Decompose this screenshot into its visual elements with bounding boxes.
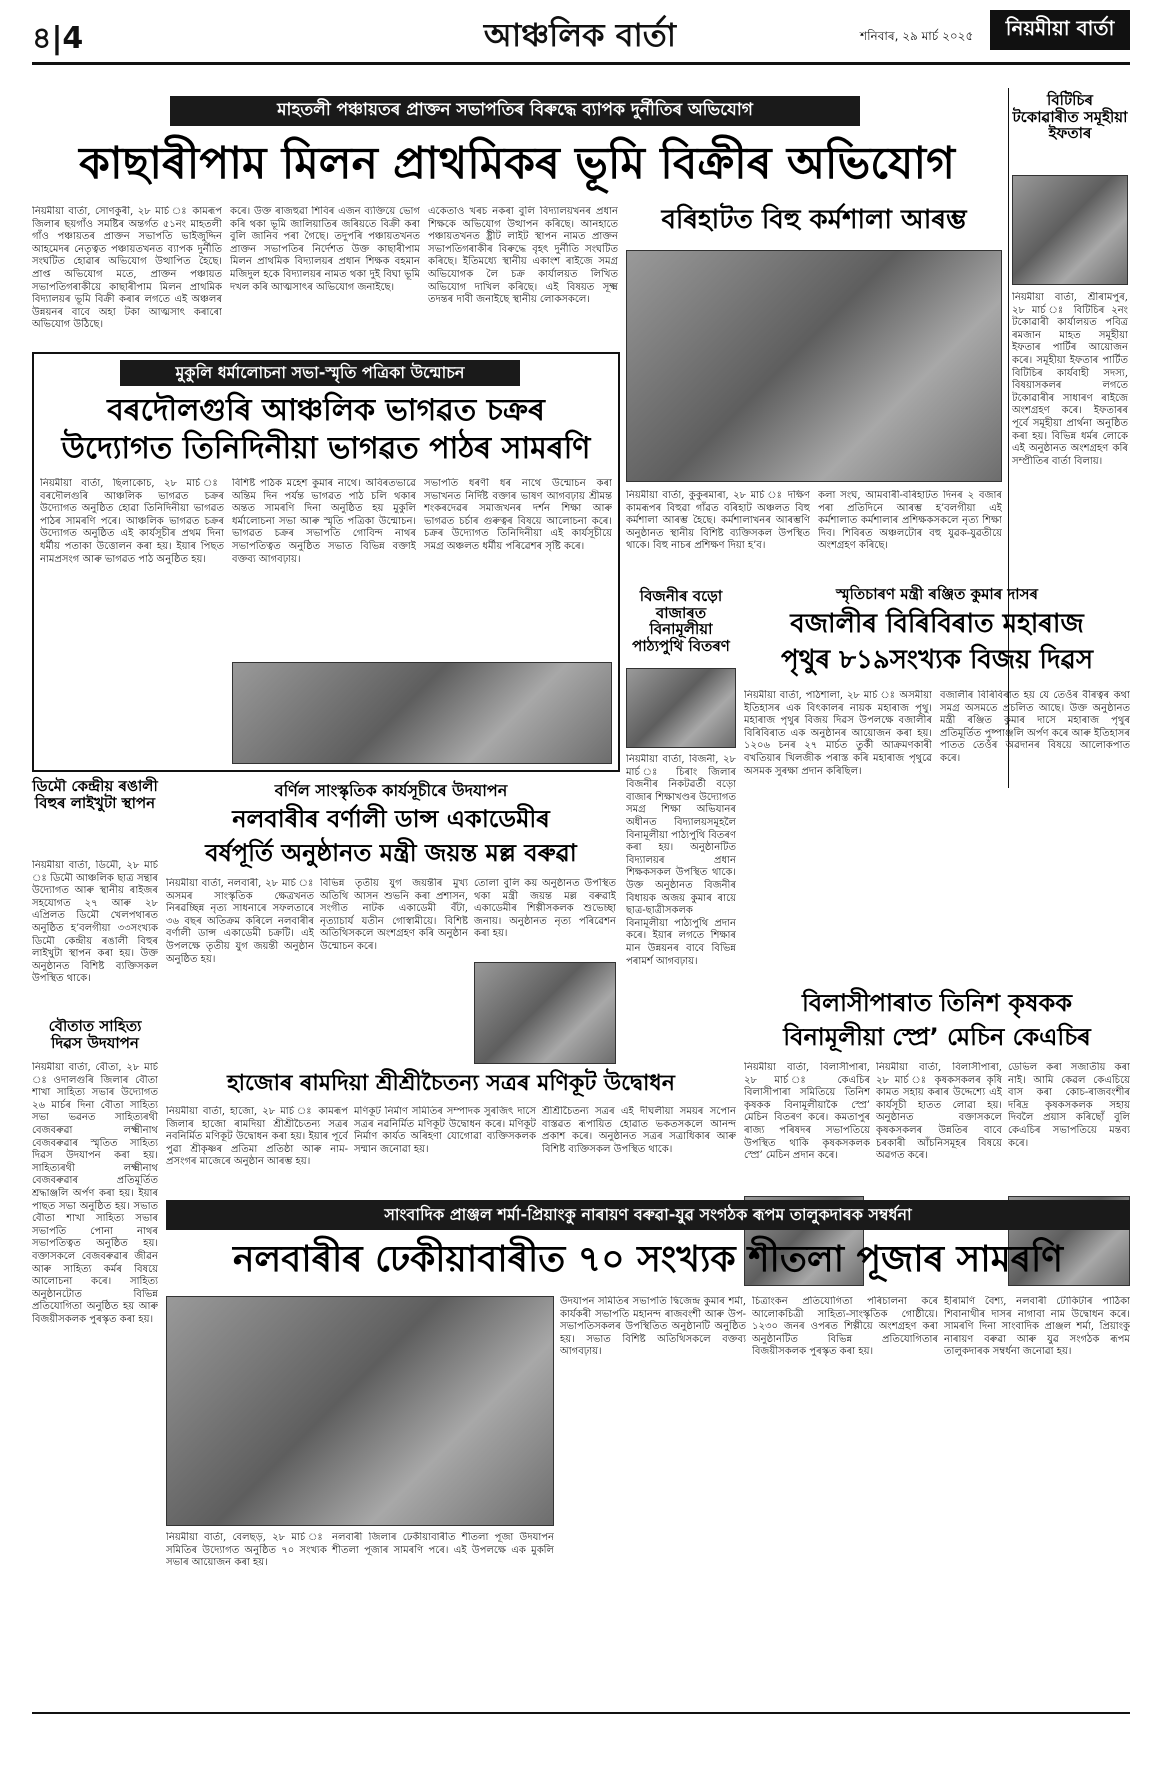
dance-kicker: বৰ্ণিল সাংস্কৃতিক কাৰ্যসূচীৰে উদযাপন [274,781,508,800]
dance-col1: নিয়মীয়া বাৰ্তা, নলবাৰী, ২৮ মাৰ্চ ঃ অসমৰ সাংস্কৃতিক ক্ষেত্ৰখনত নিৰৱচ্ছিন্ন নৃত্য সাধনাৰে সফলতাৰে ৩৬ বছৰ অতিক্ৰম কৰিলে নলবাৰীৰ বৰ্ণালী ডান্স একাডেমী চক্ৰটি। এই উপলক্ষে তৃতীয় যুগ জয়ন্তী অনুষ্ঠান অনুষ্ঠিত হয়। [166,878,314,965]
bijni-photo [626,668,736,748]
bilasipara-col1: নিয়মীয়া বাৰ্তা, বিলাসীপাৰা, ২৮ মাৰ্চ ঃ কেএচিৰ বিলাসীপাৰা সমিতিয়ে তিনিশ কৃষকক বিনামূলীয়াকৈ স্প্ৰে’ মেচিন বিতৰণ কৰে। কমতাপুৰ ৰাজ্য পৰিষদৰ সভাপতিয়ে উপস্থিত থাকি কৃষকসকলক স্প্ৰে’ মেচিন প্ৰদান কৰে। [744,1062,870,1162]
boutat-headline: বৌতাত সাহিত্য দিৱস উদযাপন [48,1017,142,1052]
story1-headline: কাছাৰীপাম মিলন প্ৰাথমিকৰ ভূমি বিক্ৰীৰ অভিযোগ [79,138,955,189]
sitala-photo [166,1296,554,1526]
bhagawat-headline2: উদ্যোগত তিনিদিনীয়া ভাগৱত পাঠৰ সামৰণি [61,431,591,466]
prithu-headline1: বজালীৰ বিৰিবিৰাত মহাৰাজ [790,609,1084,639]
section-title: আঞ্চলিক বাৰ্তা [483,16,677,54]
bihu-col2: কলা সংঘ, আমবাৰী-বৰিহাটত দিনৰ ২ বজাৰ পৰা প্ৰতিদিনে আৰম্ভ হ’বলগীয়া এই কৰ্মশালাত কৰ্মশালাৰ প্ৰশিক্ষকসকলে নৃত্য শিক্ষা দিব। শিবিৰত অঞ্চলটোৰ বহু যুৱক-যুৱতীয়ে অংশগ্ৰহণ কৰিছে। [818,490,1002,552]
dance-headline2: বৰ্ষপূৰ্তি অনুষ্ঠানত মন্ত্ৰী জয়ন্ত মল্ল বৰুৱা [205,839,577,867]
bilasipara-headline2: বিনামূলীয়া স্প্ৰে’ মেচিন কেএচিৰ [783,1023,1091,1051]
prithu-col1: নিয়মীয়া বাৰ্তা, পাঠশালা, ২৮ মাৰ্চ ঃ অসমীয়া ইতিহাসৰ এক বিৎকালৰ নায়ক মহাৰাজ পৃথু। মহাৰাজ পৃথুৰ বিজয় দিৱস উপলক্ষে বজালীৰ বিৰিবিৰাত এক অনুষ্ঠানৰ আয়োজন কৰা হয়। ১২০৬ চনৰ ২৭ মাৰ্চত তুৰ্কী আক্ৰমণকাৰী বখতিয়াৰ খিলজীক পৰাস্ত কৰি মহাৰাজ পৃথুৱে অসমক সুৰক্ষা প্ৰদান কৰিছিল। [744,690,932,777]
dance-col2: বিভিন্ন তৃতীয় যুগ জয়ন্তীৰ মুখ্য অতিথি আসন শুভনি কৰা প্ৰশাসন, সংগীত নাটক একাডেমী বঁটা, নৃত্যাচাৰ্য যতীন গোস্বামীয়ে। বিশিষ্ট অতিথিসকলে অংশগ্ৰহণ কৰি অনুষ্ঠান উন্মোচন কৰে। [320,878,468,952]
bijni-body: নিয়মীয়া বাৰ্তা, বিজনী, ২৮ মাৰ্চ ঃ চিৰাং জিলাৰ বিজনীৰ নিকটৱৰ্তী বড়ো বাজাৰ শিক্ষাখণ্ডৰ উদ্যোগত সমগ্ৰ শিক্ষা অভিযানৰ অধীনত বিদ্যালয়সমূহলৈ বিনামূলীয়া পাঠ্যপুথি বিতৰণ কৰা হয়। অনুষ্ঠানটিত বিদ্যালয়ৰ প্ৰধান শিক্ষকসকল উপস্থিত থাকে। উক্ত অনুষ্ঠানত বিজনীৰ বিধায়ক অজয় কুমাৰ ৰায়ে ছাত্ৰ-ছাত্ৰীসকলক বিনামূলীয়া পাঠ্যপুথি প্ৰদান কৰে। ইয়াৰ লগতে শিক্ষাৰ মান উন্নয়নৰ বাবে বিভিন্ন পৰামৰ্শ আগবঢ়ায়। [626,754,736,967]
bhagawat-headline1: বৰদৌলগুৰি আঞ্চলিক ভাগৱত চক্ৰৰ [107,393,545,428]
bijni-headline: বিজনীৰ বড়ো বাজাৰত বিনামূলীয়া পাঠ্যপুথি বিতৰণ [632,587,730,655]
bhagawat-col3: সভাপতি ধৰণী ধৰ নাথে উন্মোচন কৰা সভাখনত নিৰ্দিষ্ট বক্তাৰ ভাষণ আগবঢ়ায় শ্ৰীমন্ত শংকৰদেৱৰ সমাজখনৰ দৰ্শন শিক্ষা আৰু ভাগৱত চৰ্চাৰ গুৰুত্বৰ বিষয়ে আলোচনা কৰে। চক্ৰৰ উদ্যোগত তিনিদিনীয়া এই কাৰ্যসূচীয়ে সমগ্ৰ অঞ্চলত ধৰ্মীয় পৰিৱেশৰ সৃষ্টি কৰে। [424,478,612,552]
prithu-kicker: স্মৃতিচাৰণ মন্ত্ৰী ৰঞ্জিত কুমাৰ দাসৰ [835,585,1039,603]
iftar-photo [1012,175,1128,285]
story1-col2: কৰে। উক্ত ৰাজহুৱা শিবিৰ এজন ব্যক্তিয়ে ভোগ কৰি থকা ভূমি জালিয়াতিৰ জৰিয়তে বিক্ৰী কৰা বুলি জানিব পৰা গৈছে। তদুপৰি পঞ্চায়তখনত প্ৰাক্তন সভাপতিৰ নিৰ্দেশত উক্ত কাছাৰীপাম মিলন প্ৰাথমিক বিদ্যালয়ৰ প্ৰধান শিক্ষক বহমান মজিদুল হকে বিদ্যালয়ৰ নামত থকা দুই বিঘা ভূমি দখল কৰি আত্মসাৎৰ অভিযোগ জনাইছে। [230,206,420,293]
bilasipara-col2: নিয়মীয়া বাৰ্তা, বিলাসীপাৰা, ২৮ মাৰ্চ ঃ কৃষকসকলৰ কৃষি কামত সহায় কৰাৰ উদ্দেশ্যে এই কাৰ্যসূচী হাতত লোৱা হয়। অনুষ্ঠানত বক্তাসকলে কৃষকসকলৰ উন্নতিৰ বাবে চৰকাৰী আঁচনিসমূহৰ বিষয়ে অৱগত কৰে। [876,1062,1002,1162]
dance-photo [474,962,616,1064]
story1-col3: একেতাও খৰচ নকৰা বুলি বিদ্যালয়খনৰ প্ৰধান শিক্ষকে অভিযোগ উত্থাপন কৰিছে। আনহাতে পঞ্চায়তখনত ষ্ট্ৰীট লাইট স্থাপন নামত প্ৰাক্তন সভাপতিগৰাকীৰ বিৰুদ্ধে বৃহৎ দুৰ্নীতি সংঘটিত কৰিছে। ইতিমধ্যে স্থানীয় একাংশ ৰাইজে সমগ্ৰ অভিযোগক লৈ চক্ৰ কাৰ্যালয়ত লিখিত অভিযোগ দাখিল কৰিছে। এই বিষয়ত সূক্ষ্ম তদন্তৰ দাবী জনাইছে স্থানীয় লোকসকলে। [428,206,618,306]
sitala-headline: নলবাৰীৰ ঢেকীয়াবাৰীত ৭০ সংখ্যক শীতলা পূজাৰ সামৰণি [232,1239,1064,1280]
sitala-col1: নিয়মীয়া বাৰ্তা, বেলছড়, ২৮ মাৰ্চ ঃ নলবাৰী জিলাৰ ঢেকীয়াবাৰীত শীতলা পূজা উদযাপন সমিতিৰ উদ্যোগত অনুষ্ঠিত ৭০ সংখ্যক শীতলা পূজাৰ সামৰণি পৰে। এই উপলক্ষে এক মুকলি সভাৰ আয়োজন কৰা হয়। [166,1532,554,1569]
dance-headline1: নলবাৰীৰ বৰ্ণালী ডান্স একাডেমীৰ [232,805,550,833]
iftar-body: নিয়মীয়া বাৰ্তা, শ্ৰীৰামপুৰ, ২৮ মাৰ্চ ঃ বিটিচিৰ ২নং টকোৱাৰী কাৰ্যালয়ত পবিত্ৰ ৰমজান মাহত সমূহীয়া ইফতাৰ পাৰ্টিৰ আয়োজন কৰে। সমূহীয়া ইফতাৰ পাৰ্টিত বিটিচিৰ কাৰ্যবাহী সদস্য, বিষয়াসকলৰ লগতে টকোৱাৰীৰ সাধাৰণ ৰাইজে অংশগ্ৰহণ কৰে। ইফতাৰৰ পূৰ্বে সমূহীয়া প্ৰাৰ্থনা অনুষ্ঠিত কৰা হয়। বিভিন্ন ধৰ্মৰ লোকে এই অনুষ্ঠানত অংশগ্ৰহণ কৰি সম্প্ৰীতিৰ বাৰ্তা বিলায়। [1012,292,1128,467]
bihu-col1: নিয়মীয়া বাৰ্তা, কুকুৰমাৰা, ২৮ মাৰ্চ ঃ দক্ষিণ কামৰূপৰ বিহুৱা গাঁৱত বৰিহাট অঞ্চলত বিহু কৰ্মশালা আৰম্ভ হৈছে। কৰ্মশালাখনৰ আৰম্ভণি অনুষ্ঠানত স্থানীয় বিশিষ্ট ব্যক্তিসকল উপস্থিত থাকে। বিহু নাচৰ প্ৰশিক্ষণ দিয়া হ’ব। [626,490,810,552]
chaitanya-col2: মণিকূট নিৰ্মাণ সমিতিৰ সম্পাদক সুৰজিৎ দাসে সত্ৰৰ নৱনিৰ্মিত মণিকূট উদ্বোধন কৰে। মণিকূট নিৰ্মাণ কাৰ্যত অৰিহণা যোগোৱা ব্যক্তিসকলক সম্মান জনোৱা হয়। [354,1106,536,1155]
prithu-headline2: পৃথুৰ ৮১৯সংখ্যক বিজয় দিৱস [780,645,1094,675]
sitala-kicker: সাংবাদিক প্ৰাঞ্জল শৰ্মা-প্ৰিয়াংকু নাৰায়ণ বৰুৱা-যুৱ সংগঠক ৰূপম তালুকদাৰক সম্বৰ্ধনা [166,1200,1130,1230]
paper-logo: নিয়মীয়া বাৰ্তা [990,10,1130,50]
story1-kicker: মাহতলী পঞ্চায়তৰ প্ৰাক্তন সভাপতিৰ বিৰুদ্ধে ব্যাপক দুৰ্নীতিৰ অভিযোগ [170,96,860,126]
chaitanya-col3: শ্ৰীশ্ৰীচৈতন্য সত্ৰৰ এই দীঘলীয়া সময়ৰ সপোন বাস্তৱত ৰূপায়িত হোৱাত ভকতসকলে আনন্দ প্ৰকাশ কৰে। অনুষ্ঠানত সত্ৰৰ সত্ৰাধিকাৰ আৰু বিশিষ্ট ব্যক্তিসকল উপস্থিত থাকে। [542,1106,736,1155]
sitala-col3: চিত্ৰাংকন প্ৰতিযোগিতা পৰিচালনা কৰে আলোকচিত্ৰী সাহিত্য-সাংস্কৃতিক গোষ্ঠীয়ে। ১২৩০ জনৰ ওপৰত শিল্পীয়ে অংশগ্ৰহণ কৰা অনুষ্ঠানটিত বিভিন্ন প্ৰতিযোগিতাৰ বিজয়ীসকলক পুৰস্কৃত কৰা হয়। [752,1296,938,1358]
dimow-headline: ডিমৌ কেন্দ্ৰীয় ৰঙালী বিহুৰ লাইখুটা স্থাপন [32,777,158,812]
prithu-col2: বজালীৰ বিৰিবিৰাত হয় যে তেওঁৰ বীৰত্বৰ কথা সমগ্ৰ অসমতে প্ৰচলিত আছে। উক্ত অনুষ্ঠানত মন্ত্ৰী ৰঞ্জিত কুমাৰ দাসে মহাৰাজ পৃথুৰ প্ৰতিমূৰ্তিত পুষ্পাঞ্জলি অৰ্পণ কৰে আৰু ইতিহাসৰ পাতত তেওঁৰ অৱদানৰ বিষয়ে আলোকপাত কৰে। [940,690,1130,764]
bhagawat-photo [232,662,612,764]
bilasipara-headline1: বিলাসীপাৰাত তিনিশ কৃষকক [801,989,1073,1017]
chaitanya-headline: হাজোৰ ৰামদিয়া শ্ৰীশ্ৰীচৈতন্য সত্ৰৰ মণিকূট উদ্বোধন [227,1071,675,1096]
page-number: ৪|4 [32,21,84,56]
chaitanya-col1: নিয়মীয়া বাৰ্তা, হাজো, ২৮ মাৰ্চ ঃ কামৰূপ জিলাৰ হাজো ৰামদিয়া শ্ৰীশ্ৰীচৈতন্য সত্ৰৰ নবনিৰ্মিত মণিকূট উদ্বোধন কৰা হয়। ইয়াৰ পূৰ্বে পুৱা শ্ৰীকৃষ্ণৰ প্ৰতিমা প্ৰতিষ্ঠা আৰু নাম-প্ৰসংগৰ মাজেৰে অনুষ্ঠান আৰম্ভ হয়। [166,1106,348,1168]
bhagawat-col1: নিয়মীয়া বাৰ্তা, ছিলাকোচ, ২৮ মাৰ্চ ঃ বৰদৌলগুৰি আঞ্চলিক ভাগৱত চক্ৰৰ উদ্যোগত অনুষ্ঠিত হোৱা তিনিদিনীয়া ভাগৱত পাঠৰ সামৰণি পৰে। আঞ্চলিক ভাগৱত চক্ৰৰ উদ্যোগত অনুষ্ঠিত এই কাৰ্যসূচীৰ প্ৰথম দিনা ধৰ্মীয় পতাকা উত্তোলন কৰা হয়। ইয়াৰ পিছত নামপ্ৰসংগ আৰু ভাগৱত পাঠ অনুষ্ঠিত হয়। [40,478,224,565]
dance-col3: তোলা বুলি কয় অনুষ্ঠানত উপস্থিত থকা মন্ত্ৰী জয়ন্ত মল্ল বৰুৱাই একাডেমীৰ শিল্পীসকলক শুভেচ্ছা জনায়। অনুষ্ঠানত নৃত্য পৰিৱেশন কৰা হয়। [474,878,616,940]
bhagawat-col2: বিশিষ্ট পাঠক মহেশ কুমাৰ নাথে। অবিৰতভাৱে অন্তিম দিন পৰ্যন্ত ভাগৱত পাঠ চলি থকাৰ অন্তত সামৰণি দিনা অনুষ্ঠিত হয় মুকুলি ধৰ্মালোচনা সভা আৰু স্মৃতি পত্ৰিকা উন্মোচন। ভাগৱত চক্ৰৰ সভাপতি গোবিন্দ নাথৰ সভাপতিত্বত অনুষ্ঠিত সভাত বিভিন্ন বক্তাই বক্তব্য আগবঢ়ায়। [232,478,416,565]
masthead-rule [32,62,1130,65]
masthead [0,0,1161,62]
bilasipara-col3: ডেভিল কৰা সজাতীয় কৰা নাই। আমি কেৱল কেএচিয়ে বাস কৰা কোচ-ৰাজবংশীৰ দৰিদ্ৰ কৃষকসকলক সহায় দিবলৈ প্ৰয়াস কৰিছোঁ বুলি কেএচিৰ সভাপতিয়ে মন্তব্য কৰে। [1008,1062,1130,1149]
sitala-col2: উদযাপন সমিতিৰ সভাপতি দ্বিজেন্দ্ৰ কুমাৰ শৰ্মা, কাৰ্যকৰী সভাপতি মহানন্দ ৰাজবংশী আৰু উপ-সভাপতিসকলৰ উপস্থিতিত অনুষ্ঠানটি অনুষ্ঠিত হয়। সভাত বিশিষ্ট অতিথিসকলে বক্তব্য আগবঢ়ায়। [560,1296,746,1358]
dimow-body: নিয়মীয়া বাৰ্তা, ডিমৌ, ২৮ মাৰ্চ ঃ ডিমৌ আঞ্চলিক ছাত্ৰ সন্থাৰ উদ্যোগত আৰু স্থানীয় ৰাইজৰ সহযোগত ২৭ আৰু ২৮ এপ্ৰিলত ডিমৌ খেলপথাৰত অনুষ্ঠিত হ’বলগীয়া ৩৩সংখ্যক ডিমৌ কেন্দ্ৰীয় ৰঙালী বিহুৰ লাইখুটা স্থাপন কৰা হয়। উক্ত অনুষ্ঠানত বিশিষ্ট ব্যক্তিসকল উপস্থিত থাকে। [32,860,158,985]
iftar-headline: বিটিচিৰ টকোৱাৰীত সমূহীয়া ইফতাৰ [1012,91,1128,142]
bihu-photo [626,250,1002,482]
story1-col1: নিয়মীয়া বাৰ্তা, সোণকুৰী, ২৮ মাৰ্চ ঃ কামৰূপ জিলাৰ ছয়গাঁও সমষ্টিৰ অন্তৰ্গত ৫১নং মাহতলী গাঁও পঞ্চায়তৰ প্ৰাক্তন সভাপতি ভাইজুদ্দিন আহমেদৰ নেতৃত্বত পঞ্চায়তখনত ব্যাপক দুৰ্নীতি সংঘটিত হোৱাৰ অভিযোগ উত্থাপিত হৈছে। প্ৰাপ্ত অভিযোগ মতে, প্ৰাক্তন পঞ্চায়ত সভাপতিগৰাকীয়ে কাছাৰীপাম মিলন প্ৰাথমিক বিদ্যালয়ৰ ভূমি বিক্ৰী কৰাৰ লগতে এই অঞ্চলৰ উন্নয়নৰ বাবে অহা টকা আত্মসাৎ কৰাৰো অভিযোগ উঠিছে। [32,206,222,331]
masthead-date: শনিবাৰ, ২৯ মাৰ্চ ২০২৫ [860,29,974,43]
boutat-body: নিয়মীয়া বাৰ্তা, বৌতা, ২৮ মাৰ্চ ঃ ওদালগুৰি জিলাৰ বৌতা শাখা সাহিত্য সভাৰ উদ্যোগত ২৬ মাৰ্চৰ দিনা বৌতা সাহিত্য সভা ভৱনত সাহিত্যৰথী বেজবৰুৱা লক্ষ্মীনাথ বেজবৰুৱাৰ স্মৃতিত সাহিত্য দিৱস উদযাপন কৰা হয়। সাহিত্যৰথী লক্ষ্মীনাথ বেজবৰুৱাৰ প্ৰতিমূৰ্তিত শ্ৰদ্ধাঞ্জলি অৰ্পণ কৰা হয়। ইয়াৰ পাছত সভা অনুষ্ঠিত হয়। সভাত বৌতা শাখা সাহিত্য সভাৰ সভাপতি পোনা নাথৰ সভাপতিত্বত অনুষ্ঠিত হয়। বক্তাসকলে বেজবৰুৱাৰ জীৱন আৰু সাহিত্য কৰ্মৰ বিষয়ে আলোচনা কৰে। সাহিত্য অনুষ্ঠানটোত বিভিন্ন প্ৰতিযোগিতা অনুষ্ঠিত হয় আৰু বিজয়ীসকলক পুৰস্কৃত কৰা হয়। [32,1062,158,1325]
footer-rule [32,1712,1130,1714]
bihu-headline: বৰিহাটত বিহু কৰ্মশালা আৰম্ভ [661,205,967,235]
sitala-col4: হীৰামণি বৈশ্য, নলবাৰী টোকিটাৰ পাঠিকা শিবানাথীৰ দাসৰ নাগাবা নাম উদ্বোধন কৰে। সামৰণি দিনা সাংবাদিক প্ৰাঞ্জল শৰ্মা, প্ৰিয়াংকু নাৰায়ণ বৰুৱা আৰু যুৱ সংগঠক ৰূপম তালুকদাৰক সম্বৰ্ধনা জনোৱা হয়। [944,1296,1130,1358]
bhagawat-kicker: মুকুলি ধৰ্মালোচনা সভা-স্মৃতি পত্ৰিকা উন্মোচন [120,360,520,386]
